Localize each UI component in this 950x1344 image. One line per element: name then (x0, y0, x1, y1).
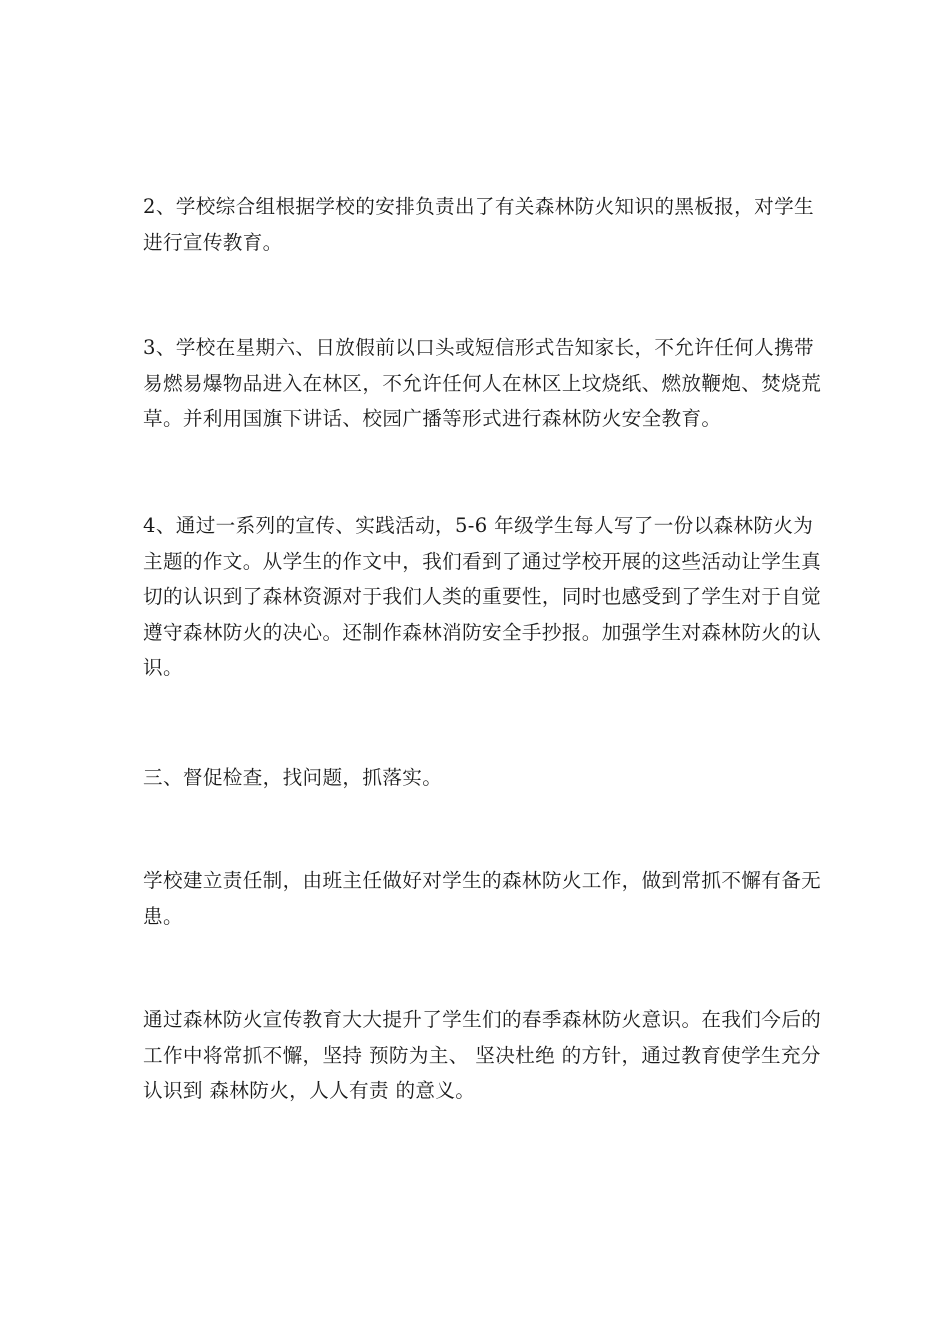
text-line: 患。 (143, 904, 183, 928)
paragraph-item-3 (143, 330, 822, 437)
text-line: 进行宣传教育。 (143, 230, 283, 254)
text-line: 2、学校综合组根据学校的安排负责出了有关森林防火知识的黑板报，对学生 (143, 195, 814, 218)
text-line: 3、学校在星期六、日放假前以口头或短信形式告知家长，不允许任何人携带 (143, 336, 814, 359)
text-line: 学校建立责任制，由班主任做好对学生的森林防火工作，做到常抓不懈有备无 (143, 869, 822, 892)
text-line: 三、督促检查，找问题，抓落实。 (143, 766, 443, 789)
text-line: 遵守森林防火的决心。还制作森林消防安全手抄报。加强学生对森林防火的认 (143, 620, 822, 644)
text-line: 主题的作文。从学生的作文中，我们看到了通过学校开展的这些活动让学生真 (143, 549, 822, 573)
paragraph-responsibility (143, 863, 822, 934)
paragraph-item-4 (143, 508, 822, 686)
text-line: 切的认识到了森林资源对于我们人类的重要性，同时也感受到了学生对于自觉 (143, 585, 822, 608)
paragraph-conclusion (143, 1002, 822, 1109)
text-line: 易燃易爆物品进入在林区，不允许任何人在林区上坟烧纸、燃放鞭炮、焚烧荒 (143, 371, 822, 395)
text-line: 识。 (143, 656, 183, 679)
text-line: 通过森林防火宣传教育大大提升了学生们的春季森林防火意识。在我们今后的 (143, 1008, 822, 1031)
text-line: 工作中将常抓不懈，坚持 预防为主、 坚决杜绝 的方针，通过教育使学生充分 (143, 1043, 821, 1067)
paragraph-item-2 (143, 189, 814, 260)
text-line: 认识到 森林防火，人人有责 的意义。 (143, 1079, 476, 1102)
text-line: 草。并利用国旗下讲话、校园广播等形式进行森林防火安全教育。 (143, 407, 722, 430)
section-heading (143, 760, 808, 796)
text-line: 4、通过一系列的宣传、实践活动，5-6 年级学生每人写了一份以森林防火为 (143, 514, 814, 537)
